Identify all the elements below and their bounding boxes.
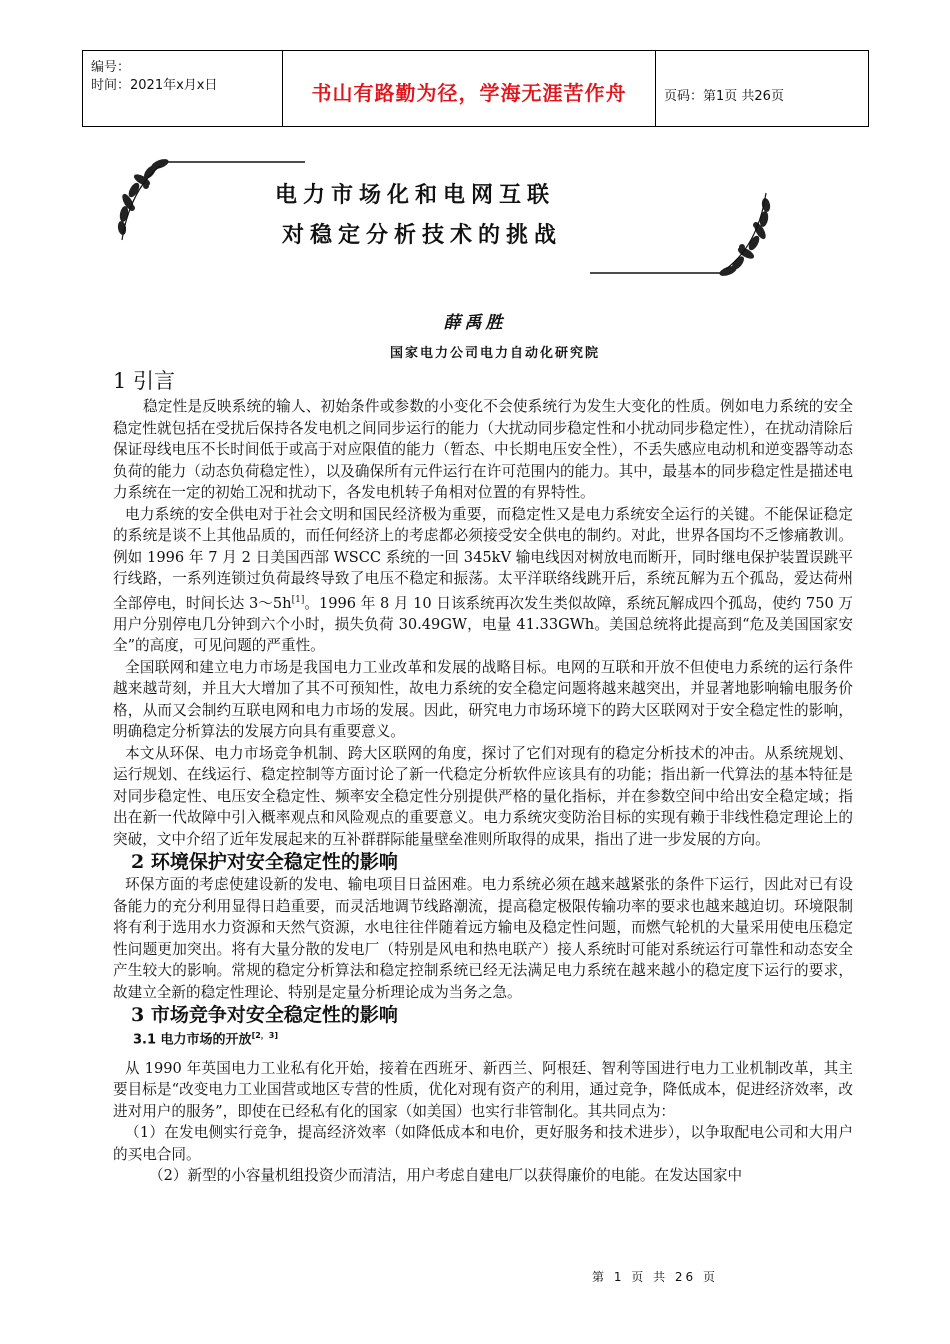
time-label: 时间：2021年x月x日 — [91, 78, 218, 93]
affiliation: 国家电力公司电力自动化研究院 — [389, 346, 600, 361]
section-2-heading: 2 环境保护对安全稳定性的影响 — [131, 851, 398, 874]
citation: [2，3] — [251, 1031, 279, 1041]
bottom-right-ornament-icon — [580, 185, 780, 285]
title-block — [110, 150, 770, 285]
paragraph: 环保方面的考虑使建设新的发电、输电项目日益困难。电力系统必须在越来越紧张的条件下运行，因此对已有设备能力的充分利用显得日趋重要，而灵活地调节线路潮流，提高稳定极限传输功率的要求也越来越迫切。环境限制将有利于选用水力资源和天然气资源，水电往往伴随着远方输电及稳定性问题，而燃气轮机的大量采用使电压稳定性问题更加突出。将有大量分散的发电厂（特别是风电和热电联产）接人系统时可能对系统运行可靠性和动态安全产生较大的影响。常规的稳定分析算法和稳定控制系统已经无法满足电力系统在越来越小的稳定度下运行的要求，故建立全新的稳定性理论、特别是定量分析理论成为当务之急。 — [113, 876, 853, 1001]
paragraph: 稳定性是反映系统的输人、初始条件或参数的小变化不会使系统行为发生大变化的性质。例如电力系统的安全稳定性就包括在受扰后保持各发电机之间同步运行的能力（大扰动同步稳定性和小扰动同步稳定性），在扰动清除后保证母线电压不长时间低于或高于对应限值的能力（暂态、中长期电压安全性），不丢失感应电动机和逆变器等动态负荷的能力（动态负荷稳定性），以及确保所有元件运行在许可范围内的能力。其中，最基本的同步稳定性是描述电力系统在一定的初始工况和扰动下，各发电机转子角相对位置的有界特性。 — [113, 398, 853, 501]
section-3-heading: 3 市场竞争对安全稳定性的影响 — [131, 1004, 398, 1027]
header-meta — [83, 51, 283, 126]
paragraph-text: 电力系统的安全供电对于社会文明和国民经济极为重要，而稳定性又是电力系统安全运行的关键。不能保证稳定的系统是谈不上其他品质的，而任何经济上的考虑都必须接受安全供电的制约。对此，世界各国均不乏惨痛教训。例如 1996 年 7 月 2 日美国西部 WSCC 系统的一回 345kV 输电线因对树放电而断开，同时继电保护装置误跳平行线路，一系列连锁过负荷最终导致了电压不稳定和振荡。太平洋联络线跳开后，系统瓦解为五个孤岛，爱达荷州全部停电，时间长达 3～5h — [113, 505, 853, 612]
header-page-info: 页码：第1页 共26页 — [664, 89, 784, 104]
article-body — [113, 368, 853, 1187]
paragraph: 全国联网和建立电力市场是我国电力工业改革和发展的战略目标。电网的互联和开放不但使电力系统的运行条件越来越苛刻，并且大大增加了其不可预知性，故电力系统的安全稳定问题将越来越突出，并显著地影响输电服务价格，从而又会制约互联电网和电力市场的发展。因此，研究电力市场环境下的跨大区联网对于安全稳定性的影响，明确稳定分析算法的发展方向具有重要意义。 — [113, 658, 853, 741]
title-line-2: 对稳定分析技术的挑战 — [282, 223, 563, 248]
page-footer: 第 1 页 共 26 页 — [592, 1270, 718, 1284]
paragraph: 本文从环保、电力市场竞争机制、跨大区联网的角度，探讨了它们对现有的稳定分析技术的冲击。从系统规划、运行规划、在线运行、稳定控制等方面讨论了新一代稳定分析软件应该具有的功能；指出新一代算法的基本特征是对同步稳定性、电压安全稳定性、频率安全稳定性分别提供严格的量化指标，并在参数空间中给出安全稳定域；指出在新一代故障中引入概率观点和风险观点的重要意义。电力系统灾变防治目标的实现有赖于非线性稳定理论上的突破，文中介绍了近年发展起来的互补群群际能量壁垒准则所取得的成果，指出了进一步发展的方向。 — [113, 744, 853, 848]
paragraph: （1）在发电侧实行竞争，提高经济效率（如降低成本和电价，更好服务和技术进步），以争取配电公司和大用户的买电合同。 — [113, 1124, 853, 1163]
paragraph: （2）新型的小容量机组投资少而清洁，用户考虑自建电厂以获得廉价的电能。在发达国家中 — [149, 1167, 743, 1185]
paragraph-text: 。1996 年 8 月 10 日该系统再次发生类似故障，系统瓦解成四个孤岛，使约 750 万用户分别停电几分钟到六个小时，损失负荷 30.49GW，电量 41.33GWh。美国总统将此提高到“危及美国国家安全”的高度，可见问题的严重性。 — [113, 594, 854, 655]
subsection-3-1-heading — [113, 1027, 853, 1049]
author: 薛禹胜 — [443, 313, 507, 333]
title-line-1: 电力市场化和电网互联 — [275, 183, 556, 208]
subsection-title: 3.1 电力市场的开放 — [133, 1032, 252, 1048]
number-label: 编号： — [91, 60, 131, 75]
header-motto: 书山有路勤为径，学海无涯苦作舟 — [283, 51, 656, 126]
citation: [1] — [291, 594, 305, 605]
header-table — [82, 50, 869, 127]
paragraph: 从 1990 年英国电力工业私有化开始，接着在西班牙、新西兰、阿根廷、智利等国进行电力工业机制改革，其主要目标是“改变电力工业国营或地区专营的性质，优化对现有资产的利用，通过竞争，降低成本，促进经济效率，改进对用户的服务”，即使在已经私有化的国家（如美国）也实行非管制化。其共同点为： — [113, 1059, 853, 1120]
section-1-heading: 1 引言 — [113, 369, 176, 393]
paragraph — [113, 504, 853, 657]
